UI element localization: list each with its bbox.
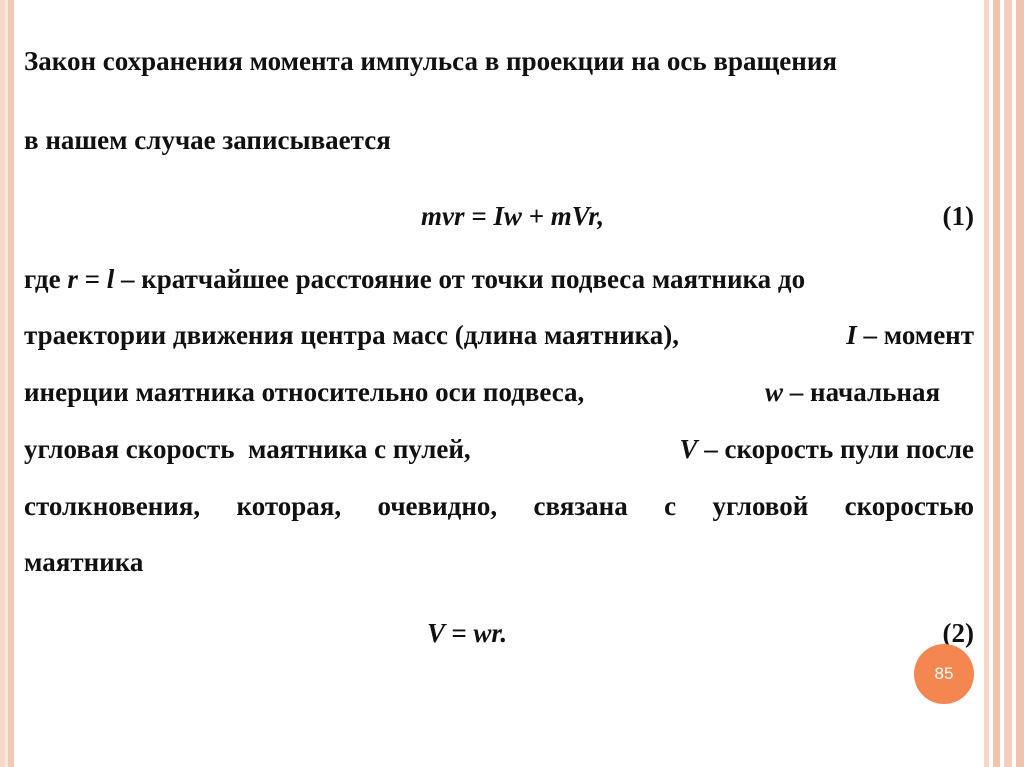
paragraph-line-4: угловая скорость маятника с пулей, V – скорость пули после	[24, 434, 974, 464]
symbol-V: V	[679, 434, 698, 464]
formula-1-number: (1)	[942, 201, 974, 231]
paragraph-line-6: маятника	[24, 547, 144, 577]
symbol-I: I	[846, 320, 857, 350]
paragraph-line-5: столкновения, которая, очевидно, связана с угловой скоростью	[24, 491, 974, 521]
paragraph-line-1: где r = l – кратчайшее расстояние от точки подвеса маятника до	[24, 264, 806, 294]
intro-line-2: в нашем случае записывается	[24, 125, 391, 155]
right-decorative-border	[980, 0, 1024, 767]
intro-line-1: Закон сохранения момента импульса в проекции на ось вращения	[24, 46, 837, 76]
formula-2: V = wr.	[427, 618, 508, 648]
left-decorative-border	[0, 0, 14, 767]
symbol-r: r	[67, 264, 78, 294]
symbol-w: w	[765, 377, 784, 407]
page-number-badge: 85	[914, 644, 974, 704]
slide-content	[24, 0, 976, 767]
formula-2-number: (2)	[942, 618, 974, 648]
symbol-l: l	[106, 264, 115, 294]
formula-1: mvr = Iw + mVr,	[421, 201, 605, 231]
paragraph-line-2: траектории движения центра масс (длина маятника), I – момент	[24, 320, 974, 350]
paragraph-line-3: инерции маятника относительно оси подвеса, w – начальная	[24, 377, 941, 407]
